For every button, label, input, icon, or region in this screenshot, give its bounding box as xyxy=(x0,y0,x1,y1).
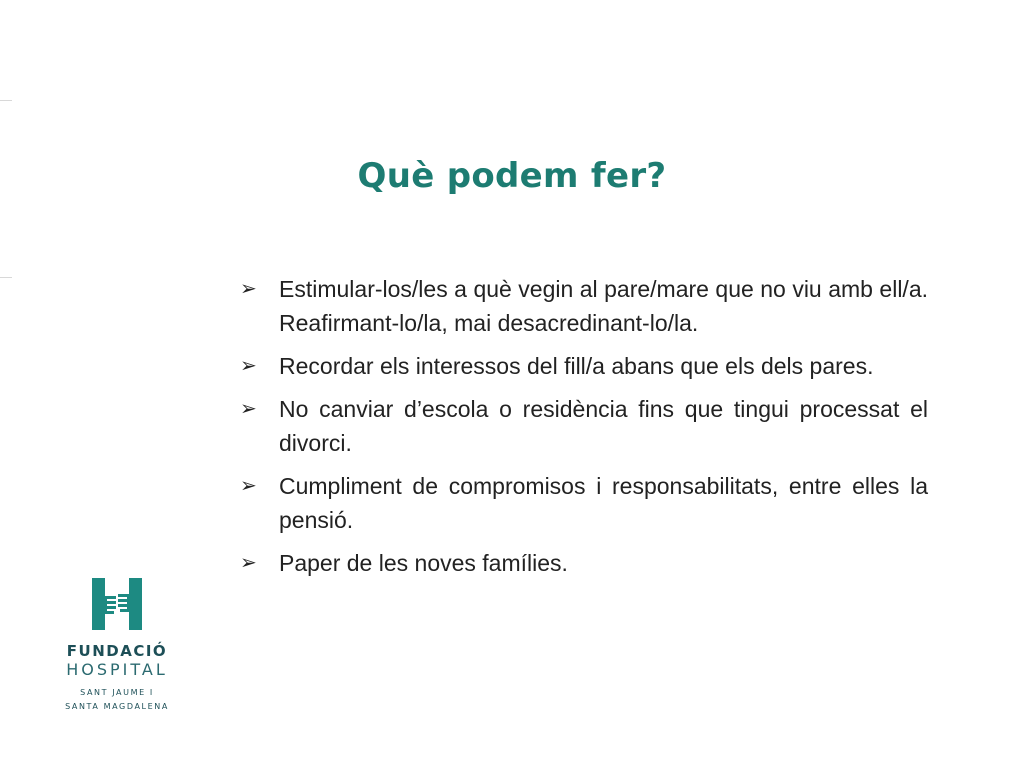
arrow-bullet-icon: ➢ xyxy=(240,398,257,420)
bullet-item xyxy=(240,272,928,340)
slide-title: Què podem fer? xyxy=(357,156,667,196)
fundacio-hospital-logo xyxy=(56,578,178,714)
hospital-h-hands-icon xyxy=(92,578,142,630)
bullet-text: Cumpliment de compromisos i responsabilitats, entre elles la pensió. xyxy=(279,473,928,533)
arrow-bullet-icon: ➢ xyxy=(240,552,257,574)
arrow-bullet-icon: ➢ xyxy=(240,278,257,300)
bullet-item xyxy=(240,349,928,383)
arrow-bullet-icon: ➢ xyxy=(240,355,257,377)
bullet-item xyxy=(240,392,928,460)
logo-subtitle-line1: SANT JAUME I xyxy=(80,688,154,697)
edge-divider-bottom xyxy=(0,277,12,278)
bullet-text: Paper de les noves famílies. xyxy=(279,550,568,576)
edge-divider-top xyxy=(0,100,12,101)
bullet-text: No canviar d’escola o residència fins que tingui processat el divorci. xyxy=(279,396,928,456)
logo-name-line2: HOSPITAL xyxy=(66,660,168,679)
bullet-list xyxy=(240,272,928,589)
bullet-item xyxy=(240,546,928,580)
logo-subtitle xyxy=(56,686,178,714)
logo-name-line1: FUNDACIÓ xyxy=(66,642,168,660)
bullet-text: Estimular-los/les a què vegin al pare/mare que no viu amb ell/a. Reafirmant-lo/la, mai desacredinant-lo/la. xyxy=(279,276,928,336)
bullet-text: Recordar els interessos del fill/a abans que els dels pares. xyxy=(279,353,874,379)
arrow-bullet-icon: ➢ xyxy=(240,475,257,497)
logo-subtitle-line2: SANTA MAGDALENA xyxy=(65,702,169,711)
bullet-item xyxy=(240,469,928,537)
